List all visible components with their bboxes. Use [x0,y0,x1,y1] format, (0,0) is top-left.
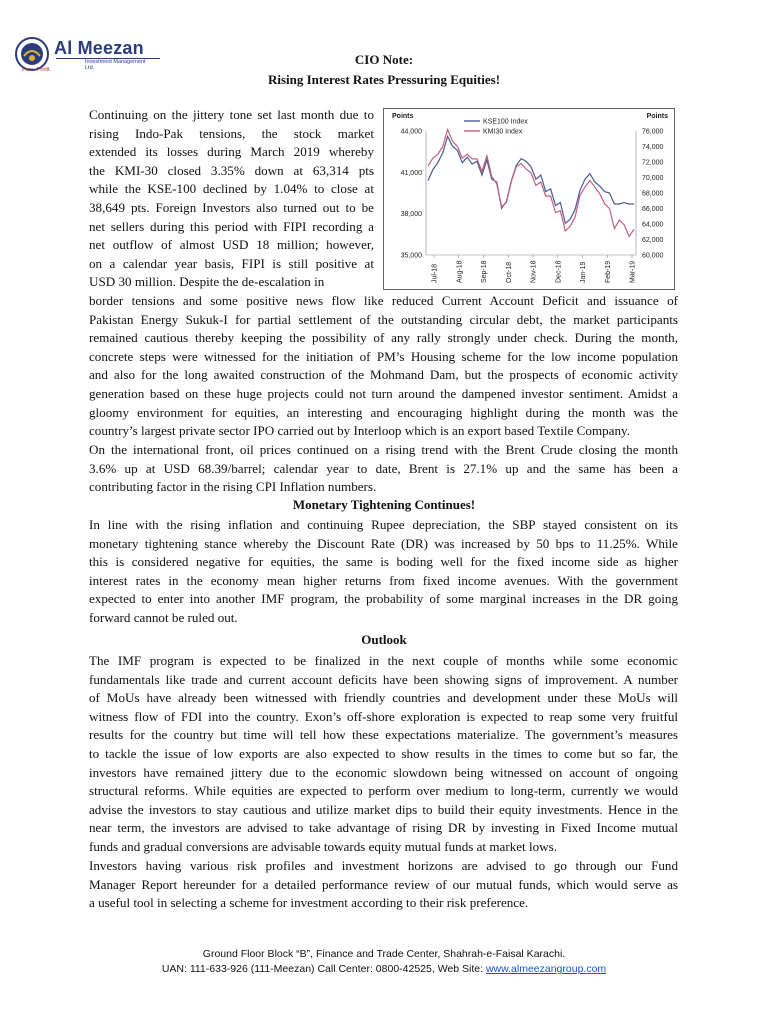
intro-paragraph [89,106,374,292]
legend-label: KSE100 Index [483,118,528,126]
text-line: 38,649 pts. Foreign Investors also turned out to be [89,199,374,215]
left-axis-tick-label: 38,000 [400,211,422,219]
text-line: remained cautious thereby keeping the possibility of any rally strongly under check. During the month, [89,330,678,346]
text-line: net sellers during this period with FIPI recording a [89,218,374,234]
text-line: a useful tool in selecting a scheme for investment according to their risk preference. [89,895,529,911]
text-line: extended its losses during March 2019 whereby [89,144,374,160]
x-axis-tick-label: Feb-19 [604,260,612,283]
text-line: Continuing on the jittery tone set last month due to [89,107,374,122]
text-line: Pakistan Energy Sukuk-I for partial settlement of the outstanding circular debt, the market participants [89,311,678,327]
text-line: In line with the rising inflation and continuing Rupee depreciation, the SBP stayed consistent on its [89,517,678,532]
market-review-paragraph [89,292,678,441]
text-line: the KMI-30 closed 3.35% down at 63,314 pts [89,162,374,178]
text-line: while the KSE-100 declined by 1.04% to close at [89,181,374,197]
text-line: monetary tightening stance whereby the Discount Rate (DR) was increased by 50 bps to 11.25%. While [89,535,678,551]
right-axis-tick-label: 60,000 [642,252,664,260]
text-line: investors have remained jittery due to the economic slowdown being witnessed on account of ongoing [89,764,678,780]
text-line: generation based on these huge projects could not turn around the dampened investor sentiment. Amidst a [89,385,678,401]
text-line: funds and gradual conversions are advisable towards equity mutual funds at market lows. [89,838,557,854]
text-line: of MoUs have already been witnessed with friendly countries and development under these MoUs will [89,690,678,706]
x-axis-tick-label: Jul-18 [431,263,439,283]
series-line-kmi30 [428,130,634,237]
x-axis-tick-label: Mar-19 [629,260,637,283]
right-axis-tick-label: 72,000 [642,159,664,167]
text-line: rising Indo-Pak tensions, the stock market [89,125,374,141]
x-axis-tick-label: Dec-18 [555,260,563,283]
note-title: CIO Note: [354,52,414,67]
text-line: witness flow of FDI into the country. Exon’s off-shore exploration is expected to reap some very fruitful [89,708,678,724]
text-line: this is considered negative for equities, the same is boding well for the fixed income side as higher [89,554,678,570]
text-line: results for the country but time will tell how these expectations materialize. The government’s measures [89,727,678,743]
website-link[interactable]: www.almeezangroup.com [485,963,607,975]
footer-contact [0,963,768,975]
right-axis-tick-label: 74,000 [642,144,664,151]
right-axis-tick-label: 76,000 [642,128,664,136]
text-line: expected to enter into another IMF program, the probability of some marginal increases in the DR going [89,591,678,607]
text-line: to tackle the issue of low exports are also expected to show results in the times to come but so far, the [89,745,678,761]
monetary-paragraph [89,516,678,628]
text-line: Investors having various risk profiles and investment horizons are advised to go through our Fund [89,858,678,873]
text-line: net outflow of almost USD 18 million; however, [89,237,374,253]
right-axis-tick-label: 64,000 [642,221,664,229]
index-chart [383,108,675,290]
left-axis-tick-label: 44,000 [400,128,422,136]
text-line: interest rates in the economy mean higher returns from fixed income avenues. With the government [89,572,678,588]
text-line: USD 30 million. Despite the de-escalation in [89,274,325,290]
text-line: Manager Report hereunder for a detailed performance review of our mutual funds, which would serve as [89,876,678,892]
text-line: forward cannot be ruled out. [89,609,238,625]
logo-name: Al Meezan [54,38,144,58]
left-axis-tick-label: 35,000 [400,252,422,260]
logo-tagline: Pure. Profit. [22,67,52,73]
x-axis-tick-label: Aug-18 [456,260,464,283]
text-line: fundamentals like trade and current account deficits have been showing signs of improvement. A number [89,671,678,687]
footer-address: Ground Floor Block “B”, Finance and Trade Center, Shahrah-e-Faisal Karachi. [202,948,566,960]
x-axis-tick-label: Jan-19 [580,261,587,283]
right-axis-tick-label: 66,000 [642,206,664,213]
text-line: 3.6% up at USD 68.39/barrel; calendar year to date, Brent is 27.1% up and the same has been a [89,460,678,476]
text-line: On the international front, oil prices continued on a rising trend with the Brent Crude closing the month [89,442,678,457]
fund-manager-paragraph [89,857,678,913]
index-chart-svg [384,109,674,289]
right-axis-tick-label: 62,000 [642,237,664,244]
text-line: gloomy environment for equities, an interesting and encouraging highlight during the month was the [89,404,678,420]
text-line: and also for the long awaited construction of the Mohmand Dam, but the prospects of economic activity [89,367,678,383]
oil-paragraph [89,441,678,497]
left-axis-tick-label: 41,000 [400,169,422,177]
note-subtitle: Rising Interest Rates Pressuring Equities! [267,72,501,87]
x-axis-tick-label: Sep-18 [481,260,488,283]
outlook-heading: Outlook [361,632,407,647]
right-axis-title: Points [646,113,668,120]
x-axis-tick-label: Oct-18 [505,261,513,283]
outlook-paragraph [89,652,678,857]
right-axis-tick-label: 68,000 [642,190,664,198]
x-axis-tick-label: Nov-18 [530,260,538,283]
footer-contact-text: UAN: 111-633-926 (111-Meezan) Call Center: 0800-42525, Web Site: [161,963,486,975]
text-line: country’s largest private sector IPO carried out by Interloop which is an export based Textile Company. [89,423,630,439]
right-axis-tick-label: 70,000 [642,175,664,182]
text-line: structural reforms. While equities are expected to perform over medium to long-term, currently we would [89,783,678,799]
text-line: contributing factor in the rising CPI Inflation numbers. [89,479,377,495]
text-line: advise the investors to stay cautious and utilize market dips to build their equity investments. Hence in the [89,801,678,817]
text-line: border tensions and some positive news flow like reduced Current Account Deficit and issuance of [89,293,678,308]
monetary-heading: Monetary Tightening Continues! [292,497,476,512]
logo-subtitle: Investment Management Ltd. [85,59,146,71]
left-axis-title: Points [392,113,414,120]
text-line: The IMF program is expected to be finalized in the next couple of months while some economic [89,653,678,668]
text-line: on a calendar year basis, FIPI is still positive at [89,255,374,271]
legend-label: KMI30 Index [483,128,523,136]
text-line: near term, the investors are advised to take advantage of rising DR by investing in Fixed Income mutual [89,820,678,836]
text-line: concrete steps were witnessed for the initiation of PM’s Housing scheme for the low income population [89,348,678,364]
